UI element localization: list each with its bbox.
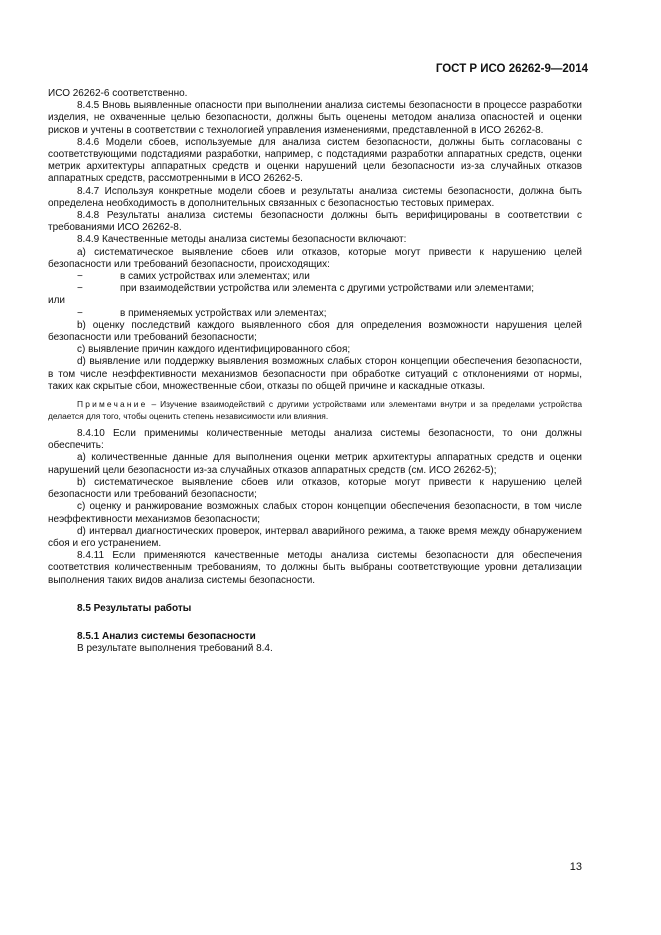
clause-8-4-9-c: с) выявление причин каждого идентифицированного сбоя;: [77, 344, 351, 356]
dash-mark: −: [77, 283, 83, 295]
dash-mark: −: [77, 271, 83, 283]
dash-item: [48, 271, 582, 283]
clause-8-4-10-b: b) систематическое выявление сбоев или отказов, которые могут привести к нарушению целей безопасности или требований безопасности;: [48, 476, 582, 501]
clause-8-4-8: 8.4.8 Результаты анализа системы безопасности должны быть верифицированы в соответствии с требованиями ИСО 26262-8.: [48, 210, 582, 234]
paragraph: ИСО 26262-6 соответственно.: [48, 88, 188, 99]
clause-8-4-9-d: d) выявление или поддержку выявления возможных слабых сторон концепции обеспечения безопасности, в том числе неэффективности механизмов безопасности при обработке ситуаций с отклонениями от нормы, таких как скрытые сбои, множественные сбои, отказы по общей причине и каскадные отказы.: [48, 356, 582, 392]
dash-item: [48, 308, 582, 320]
or-word: или: [48, 295, 66, 307]
clause-8-4-9-a: а) систематическое выявление сбоев или отказов, которые могут привести к нарушению целей безопасности или требований безопасности, происходящих:: [48, 246, 582, 270]
clause-8-4-9-b: b) оценку последствий каждого выявленного сбоя для определения возможности нарушения целей безопасности или требований безопасности;: [48, 319, 582, 344]
clause-8-4-7: 8.4.7 Используя конкретные модели сбоев и результаты анализа системы безопасности, должна быть определена необходимость в дополнительных связанных с безопасностью тестовых примерах.: [48, 185, 582, 209]
clause-8-4-10-d: d) интервал диагностических проверок, интервал аварийного режима, а также время между обнаружением сбоя и его устранением.: [48, 525, 582, 549]
clause-8-4-10: 8.4.10 Если применимы количественные методы анализа системы безопасности, то они должны обеспечить:: [48, 428, 582, 452]
section-heading-8-5-1: 8.5.1 Анализ системы безопасности: [77, 630, 256, 642]
clause-8-4-5: 8.4.5 Вновь выявленные опасности при выполнении анализа системы безопасности в процессе разработки изделия, не охваченные целью безопасности, должны быть оценены методом анализа опасностей и оценки рисков и учтены в соответствии с технологией управления изменениями, представленной в ИСО 26262-8.: [48, 100, 582, 136]
clause-8-4-6: 8.4.6 Модели сбоев, используемые для анализа систем безопасности, должны быть согласованы с соответствующими подстадиями разработки, например, с подстадиями разработки аппаратных средств, оценки метрик архитектуры аппаратных средств и оценки нарушений цели безопасности из-за случайных отказов аппаратных средств, рассмотренными в ИСО 26262-5.: [48, 136, 582, 185]
dash-item: [48, 283, 582, 295]
section-heading-8-5: 8.5 Результаты работы: [77, 602, 192, 614]
dash-item-text: в самих устройствах или элементах; или: [120, 271, 310, 283]
clause-8-4-10-a: а) количественные данные для выполнения оценки метрик архитектуры аппаратных средств и оценки нарушений цели безопасности из-за случайных отказов аппаратных средств (см. ИСО 26262-5);: [48, 452, 582, 476]
note-text: – Изучение взаимодействий с другими устройствами или элементами внутри и за пределами устройства делается для того, чтобы оценить степень независимости или влияния.: [48, 399, 582, 421]
paragraph: В результате выполнения требований 8.4.: [77, 643, 273, 655]
clause-8-4-10-c: с) оценку и ранжирование возможных слабых сторон концепции обеспечения безопасности, в том числе неэффективности механизмов безопасности;: [48, 501, 582, 525]
document-header: ГОСТ Р ИСО 26262-9—2014: [435, 63, 588, 75]
note: [48, 399, 582, 422]
dash-item-text: в применяемых устройствах или элементах;: [120, 307, 327, 319]
clause-8-4-11: 8.4.11 Если применяются качественные методы анализа системы безопасности для обеспечения соответствия количественным требованиям, то должны быть выбраны соответствующие уровни детализации выполнения таких видов анализа системы безопасности.: [48, 550, 582, 586]
document-body: [48, 88, 582, 655]
dash-mark: −: [77, 307, 83, 319]
note-label: Примечание: [77, 399, 148, 410]
clause-8-4-9: 8.4.9 Качественные методы анализа системы безопасности включают:: [77, 234, 407, 246]
page-number: 13: [569, 861, 582, 873]
dash-item-text: при взаимодействии устройства или элемента с другими устройствами или элементами;: [120, 283, 535, 295]
